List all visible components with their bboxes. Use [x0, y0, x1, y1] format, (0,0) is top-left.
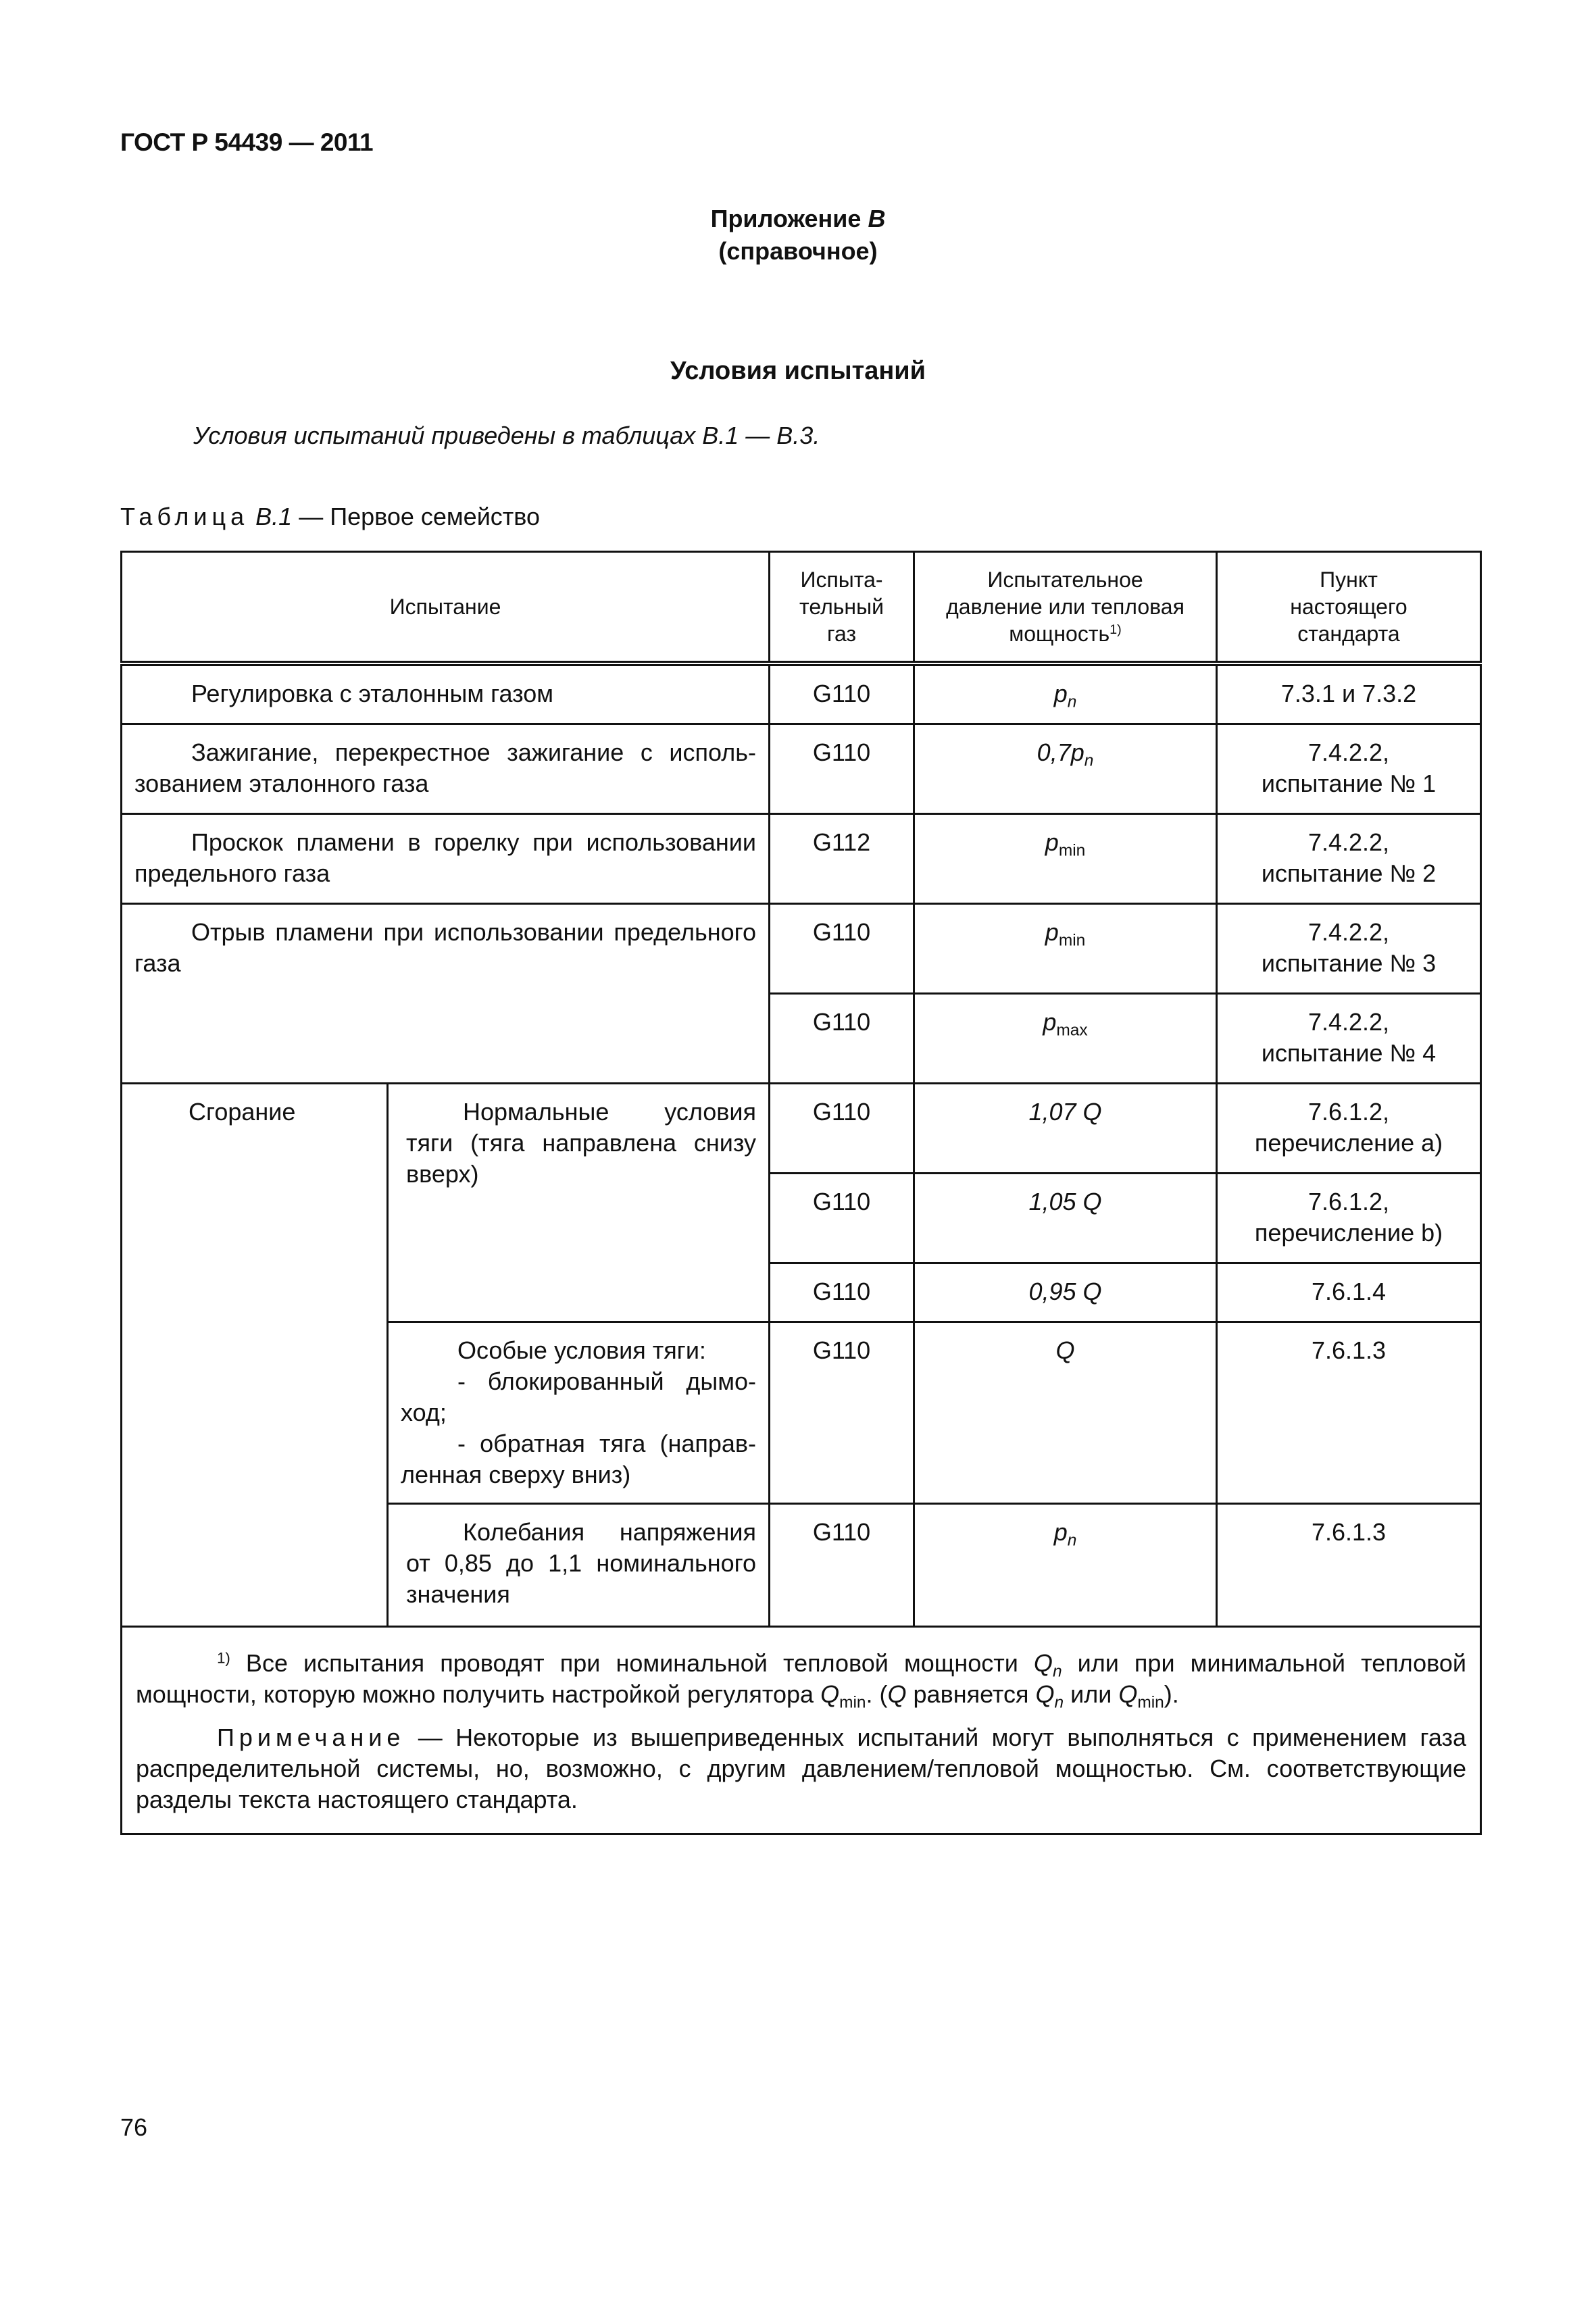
header-clause: Пункт настоящего стандарта [1217, 552, 1481, 664]
power-cell: Q [914, 1322, 1217, 1504]
pressure-cell: $p_n$ [914, 1504, 1217, 1627]
table-row [122, 904, 1481, 994]
appendix-title [0, 203, 1596, 235]
document-code: ГОСТ Р 54439 — 2011 [120, 128, 374, 156]
pressure-cell: $p_{min}$ [914, 904, 1217, 994]
test-cell: Зажигание, перекрестное зажигание с исполь-зованием эталонного газа [122, 724, 770, 814]
appendix-type: (справочное) [718, 237, 878, 265]
page-number: 76 [120, 2113, 148, 2141]
table-row [122, 724, 1481, 814]
section-title: Условия испытаний [670, 357, 926, 385]
gas-cell: G110 [770, 1084, 914, 1174]
normal-draft-cell: Нормальные условия тяги (тяга направлена снизу вверх) [388, 1084, 770, 1322]
pressure-cell: $p_{max}$ [914, 994, 1217, 1084]
table-header-row [122, 552, 1481, 664]
clause-cell: 7.6.1.4 [1217, 1263, 1481, 1322]
test-cell: Отрыв пламени при использовании предельного газа [122, 904, 770, 1084]
appendix-heading [0, 203, 1596, 268]
pressure-cell: $p_n$ [914, 663, 1217, 724]
combustion-label: Сгорание [122, 1084, 388, 1627]
table-row [122, 1084, 1481, 1174]
gas-cell: G110 [770, 724, 914, 814]
header-gas: Испыта- тельный газ [770, 552, 914, 664]
gas-cell: G112 [770, 814, 914, 904]
header-test: Испытание [122, 552, 770, 664]
table-caption-title: — Первое семейство [292, 503, 541, 530]
test-cell: Регулировка с эталонным газом [122, 663, 770, 724]
test-conditions-table [120, 551, 1482, 1835]
power-cell: 1,05 Q [914, 1174, 1217, 1263]
power-cell: 1,07 Q [914, 1084, 1217, 1174]
appendix-word: Приложение [710, 205, 868, 232]
table-note: Примечание — Некоторые из вышеприведенных испытаний могут выполняться с применением газа распределительной системы, но, возможно, с другим давлением/тепловой мощностью. См. соответствующие разделы текста настоящего стандарта. [136, 1724, 1467, 1813]
clause-cell: 7.4.2.2, испытание № 3 [1217, 904, 1481, 994]
clause-cell: 7.4.2.2, испытание № 1 [1217, 724, 1481, 814]
footnote: $^{1)}$ Все испытания проводят при номинальной тепловой мощности $Q_n$ или при минимальной тепловой мощности, которую можно получить настройкой регулятора $Q_{min}$. (Q равняется $Q_n$ или $Q_{min}$). [136, 1649, 1467, 1712]
section-intro: Условия испытаний приведены в таблицах В.1 — В.3. [193, 422, 820, 449]
table-row [122, 663, 1481, 724]
table-footer [122, 1627, 1481, 1834]
gas-cell: G110 [770, 1504, 914, 1627]
voltage-cell: Колебания напряжения от 0,85 до 1,1 номинального значения [388, 1504, 770, 1627]
appendix-letter: В [868, 205, 886, 232]
table-caption [120, 503, 540, 531]
clause-cell: 7.4.2.2, испытание № 4 [1217, 994, 1481, 1084]
pressure-cell: $0,7p_n$ [914, 724, 1217, 814]
special-draft-cell: Особые условия тяги: - блокированный дымо-ход; - обратная тяга (направ-ленная сверху вниз) [388, 1322, 770, 1504]
table-caption-id: В.1 [255, 503, 293, 530]
table-caption-word: Таблица [120, 503, 249, 530]
gas-cell: G110 [770, 1322, 914, 1504]
pressure-cell: $p_{min}$ [914, 814, 1217, 904]
clause-cell: 7.6.1.2, перечисление b) [1217, 1174, 1481, 1263]
test-cell: Проскок пламени в горелку при использовании предельного газа [122, 814, 770, 904]
clause-cell: 7.6.1.3 [1217, 1504, 1481, 1627]
header-pressure: Испытательное давление или тепловая мощность$^{1)}$ [914, 552, 1217, 664]
table-row [122, 814, 1481, 904]
gas-cell: G110 [770, 663, 914, 724]
clause-cell: 7.4.2.2, испытание № 2 [1217, 814, 1481, 904]
gas-cell: G110 [770, 1263, 914, 1322]
gas-cell: G110 [770, 994, 914, 1084]
power-cell: 0,95 Q [914, 1263, 1217, 1322]
clause-cell: 7.3.1 и 7.3.2 [1217, 663, 1481, 724]
clause-cell: 7.6.1.3 [1217, 1322, 1481, 1504]
gas-cell: G110 [770, 904, 914, 994]
clause-cell: 7.6.1.2, перечисление а) [1217, 1084, 1481, 1174]
table-footer-row [122, 1627, 1481, 1834]
gas-cell: G110 [770, 1174, 914, 1263]
